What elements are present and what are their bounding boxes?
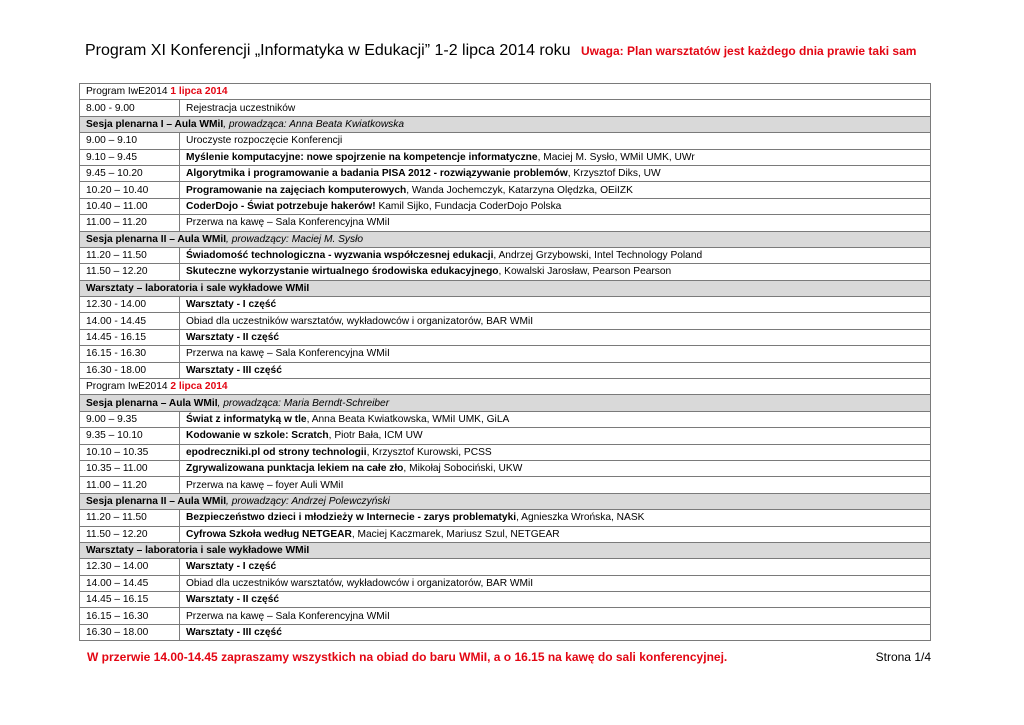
session-title: Warsztaty – laboratoria i sale wykładowe WMiI (86, 545, 310, 557)
event-title: Skuteczne wykorzystanie wirtualnego środowiska edukacyjnego (186, 266, 499, 278)
day1-header-row (80, 84, 931, 100)
event-title: Warsztaty - I część (186, 561, 277, 573)
schedule-row (80, 346, 931, 362)
schedule-row (80, 362, 931, 378)
event-title: Świadomość technologiczna - wyzwania współczesnej edukacji (186, 250, 494, 262)
session-header-row (80, 395, 931, 411)
session-header-cell (80, 280, 931, 296)
schedule-row (80, 264, 931, 280)
event-details: , Kowalski Jarosław, Pearson Pearson (498, 266, 672, 278)
time-cell: 11.00 – 11.20 (80, 215, 180, 231)
event-cell (180, 624, 931, 640)
event-cell (180, 411, 931, 427)
schedule-row (80, 198, 931, 214)
event-title: Warsztaty - II część (186, 332, 280, 344)
event-title: Świat z informatyką w tle (186, 413, 307, 425)
day1-header-date: 1 lipca 2014 (170, 86, 228, 98)
schedule-row (80, 297, 931, 313)
event-details: Kamil Sijko, Fundacja CoderDojo Polska (375, 200, 562, 212)
event-cell (180, 526, 931, 542)
event-details: Przerwa na kawę – Sala Konferencyjna WMiI (186, 610, 390, 622)
event-details: , Anna Beata Kwiatkowska, WMiI UMK, GiLA (306, 413, 510, 425)
time-cell: 14.00 – 14.45 (80, 575, 180, 591)
event-cell (180, 313, 931, 329)
event-details: , Mikołaj Sobociński, UKW (403, 463, 523, 475)
event-title: epodreczniki.pl od strony technologii (186, 446, 367, 458)
event-details: , Maciej M. Sysło, WMiI UMK, UWr (537, 151, 695, 163)
event-details: Obiad dla uczestników warsztatów, wykładowców i organizatorów, BAR WMiI (186, 577, 534, 589)
schedule-row (80, 444, 931, 460)
session-header-cell (80, 542, 931, 558)
event-title: Myślenie komputacyjne: nowe spojrzenie na kompetencje informatyczne (186, 151, 538, 163)
event-details: Obiad dla uczestników warsztatów, wykładowców i organizatorów, BAR WMiI (186, 315, 534, 327)
event-cell (180, 592, 931, 608)
time-cell: 9.35 – 10.10 (80, 428, 180, 444)
session-chair: , prowadzący: Andrzej Polewczyński (226, 495, 390, 507)
event-cell (180, 329, 931, 345)
session-chair: , prowadząca: Maria Berndt-Schreiber (217, 397, 390, 409)
session-header-row (80, 231, 931, 247)
day2-header-label: Program IwE2014 (86, 381, 171, 393)
event-details: Przerwa na kawę – Sala Konferencyjna WMiI (186, 217, 390, 229)
time-cell: 10.40 – 11.00 (80, 198, 180, 214)
time-cell: 8.00 - 9.00 (80, 100, 180, 116)
event-title: Algorytmika i programowanie a badania PISA 2012 - rozwiązywanie problemów (186, 168, 568, 180)
session-header-row (80, 542, 931, 558)
time-cell: 16.30 - 18.00 (80, 362, 180, 378)
day2-header-cell (80, 379, 931, 395)
session-header-row (80, 116, 931, 132)
event-title: Cyfrowa Szkoła według NETGEAR (186, 528, 352, 540)
event-cell (180, 428, 931, 444)
schedule-row (80, 510, 931, 526)
event-details: , Piotr Bała, ICM UW (328, 430, 423, 442)
event-cell (180, 575, 931, 591)
session-title: Sesja plenarna II – Aula WMiI (86, 495, 227, 507)
event-details: , Krzysztof Kurowski, PCSS (366, 446, 492, 458)
event-title: Warsztaty - III część (186, 364, 282, 376)
event-details: , Wanda Jochemczyk, Katarzyna Olędzka, OEiIZK (406, 184, 633, 196)
event-cell (180, 510, 931, 526)
schedule-row (80, 313, 931, 329)
event-cell (180, 477, 931, 493)
schedule-row (80, 575, 931, 591)
schedule-row (80, 460, 931, 476)
time-cell: 9.45 – 10.20 (80, 165, 180, 181)
page-title (85, 42, 916, 60)
event-title: Zgrywalizowana punktacja lekiem na całe zło (186, 463, 404, 475)
schedule-row (80, 329, 931, 345)
event-cell (180, 215, 931, 231)
event-cell (180, 362, 931, 378)
event-title: CoderDojo - Świat potrzebuje hakerów! (186, 200, 376, 212)
event-cell (180, 444, 931, 460)
session-title: Sesja plenarna – Aula WMiI (86, 397, 218, 409)
schedule-row (80, 477, 931, 493)
time-cell: 14.45 – 16.15 (80, 592, 180, 608)
session-header-row (80, 493, 931, 509)
schedule-row (80, 182, 931, 198)
schedule-row (80, 411, 931, 427)
time-cell: 9.00 – 9.10 (80, 133, 180, 149)
time-cell: 9.00 – 9.35 (80, 411, 180, 427)
event-details: Uroczyste rozpoczęcie Konferencji (186, 135, 343, 147)
day2-header-row (80, 379, 931, 395)
event-title: Warsztaty - II część (186, 594, 280, 606)
schedule-row (80, 149, 931, 165)
page-number: Strona 1/4 (875, 650, 931, 664)
event-title: Warsztaty - I część (186, 299, 277, 311)
time-cell: 14.45 - 16.15 (80, 329, 180, 345)
event-cell (180, 165, 931, 181)
conference-title: Program XI Konferencji „Informatyka w Edukacji” 1-2 lipca 2014 roku (85, 42, 571, 59)
schedule-row (80, 624, 931, 640)
event-cell (180, 182, 931, 198)
time-cell: 10.20 – 10.40 (80, 182, 180, 198)
time-cell: 11.00 – 11.20 (80, 477, 180, 493)
schedule-row (80, 559, 931, 575)
day1-header-cell (80, 84, 931, 100)
event-title: Programowanie na zajęciach komputerowych (186, 184, 407, 196)
workshop-note: Uwaga: Plan warsztatów jest każdego dnia prawie taki sam (581, 44, 917, 58)
event-cell (180, 133, 931, 149)
event-cell (180, 460, 931, 476)
schedule-row (80, 608, 931, 624)
schedule-row (80, 247, 931, 263)
session-title: Sesja plenarna I – Aula WMiI (86, 118, 224, 130)
event-cell (180, 198, 931, 214)
schedule-row (80, 165, 931, 181)
event-cell (180, 264, 931, 280)
time-cell: 11.20 – 11.50 (80, 247, 180, 263)
event-title: Bezpieczeństwo dzieci i młodzieży w Internecie - zarys problematyki (186, 512, 517, 524)
session-header-row (80, 280, 931, 296)
time-cell: 10.10 – 10.35 (80, 444, 180, 460)
time-cell: 10.35 – 11.00 (80, 460, 180, 476)
schedule-row (80, 526, 931, 542)
session-title: Warsztaty – laboratoria i sale wykładowe WMiI (86, 282, 310, 294)
session-header-cell (80, 493, 931, 509)
time-cell: 16.15 - 16.30 (80, 346, 180, 362)
schedule-row (80, 100, 931, 116)
schedule-row (80, 215, 931, 231)
event-cell (180, 346, 931, 362)
time-cell: 14.00 - 14.45 (80, 313, 180, 329)
session-header-cell (80, 231, 931, 247)
schedule-row (80, 428, 931, 444)
event-cell (180, 297, 931, 313)
time-cell: 11.50 – 12.20 (80, 526, 180, 542)
footer-note: W przerwie 14.00-14.45 zapraszamy wszystkich na obiad do baru WMiI, a o 16.15 na kawę do sali konferencyjnej. (87, 650, 728, 664)
time-cell: 16.15 – 16.30 (80, 608, 180, 624)
event-cell (180, 247, 931, 263)
session-title: Sesja plenarna II – Aula WMiI (86, 233, 227, 245)
time-cell: 9.10 – 9.45 (80, 149, 180, 165)
event-cell (180, 100, 931, 116)
event-cell (180, 559, 931, 575)
event-details: Przerwa na kawę – foyer Auli WMiI (186, 479, 344, 491)
event-title: Warsztaty - III część (186, 627, 282, 639)
time-cell: 11.50 – 12.20 (80, 264, 180, 280)
session-chair: , prowadząca: Anna Beata Kwiatkowska (223, 118, 405, 130)
event-details: Przerwa na kawę – Sala Konferencyjna WMiI (186, 348, 390, 360)
session-header-cell (80, 395, 931, 411)
day2-header-date: 2 lipca 2014 (170, 381, 228, 393)
session-chair: , prowadzący: Maciej M. Sysło (226, 233, 364, 245)
event-details: , Agnieszka Wrońska, NASK (516, 512, 645, 524)
event-cell (180, 608, 931, 624)
time-cell: 12.30 – 14.00 (80, 559, 180, 575)
event-details: , Maciej Kaczmarek, Mariusz Szul, NETGEAR (351, 528, 560, 540)
schedule-row (80, 592, 931, 608)
event-title: Kodowanie w szkole: Scratch (186, 430, 329, 442)
day2-program-table (79, 378, 931, 641)
day1-header-label: Program IwE2014 (86, 86, 171, 98)
time-cell: 16.30 – 18.00 (80, 624, 180, 640)
schedule-row (80, 133, 931, 149)
event-details: Rejestracja uczestników (186, 102, 296, 114)
session-header-cell (80, 116, 931, 132)
event-details: , Andrzej Grzybowski, Intel Technology Poland (493, 250, 703, 262)
event-details: , Krzysztof Diks, UW (567, 168, 661, 180)
day1-program-table (79, 83, 931, 379)
event-cell (180, 149, 931, 165)
time-cell: 12.30 - 14.00 (80, 297, 180, 313)
time-cell: 11.20 – 11.50 (80, 510, 180, 526)
